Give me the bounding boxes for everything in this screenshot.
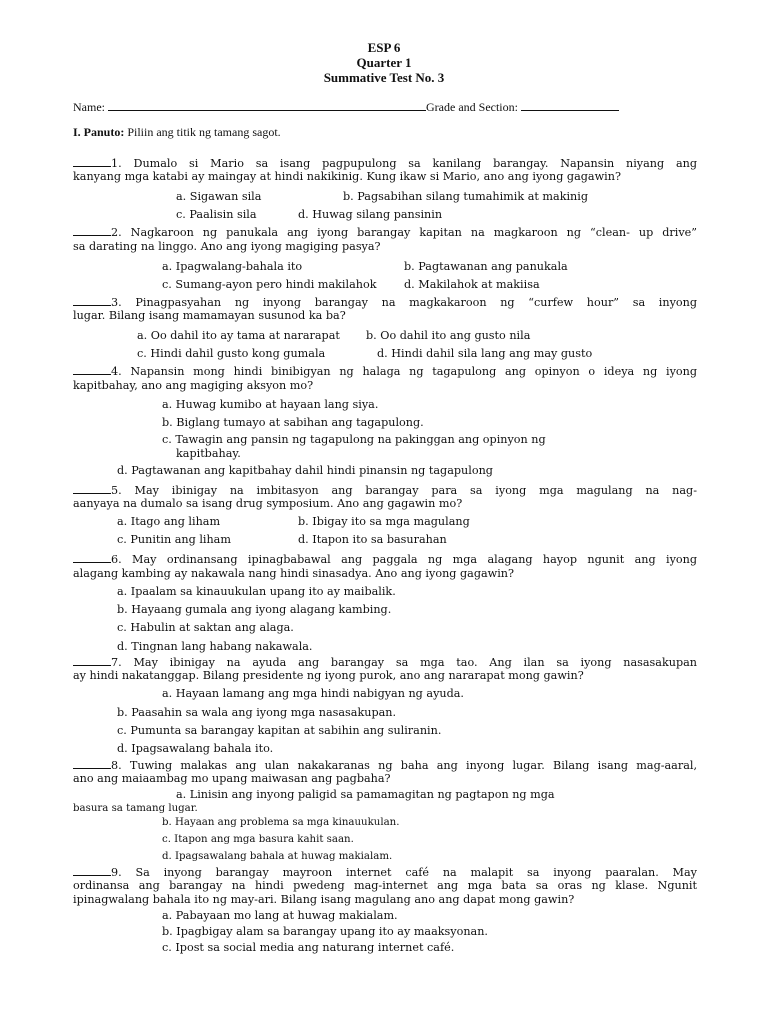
question-8-choice-a-line-1: a. Linisin ang inyong paligid sa pamamagitan ng pagtapon ng mga — [176, 788, 555, 801]
name-grade-row — [73, 100, 619, 114]
grade-section-label: Grade and Section: — [426, 100, 518, 114]
question-5-choice-d: d. Itapon ito sa basurahan — [298, 533, 447, 546]
question-6-choice-b: b. Hayaang gumala ang iyong alagang kambing. — [117, 603, 392, 616]
question-4-choice-b: b. Biglang tumayo at sabihan ang tagapulong. — [162, 416, 424, 429]
answer-blank-3[interactable] — [73, 295, 111, 306]
question-5-choice-b: b. Ibigay ito sa mga magulang — [298, 515, 470, 528]
question-7-stem-line-1: 7. May ibinigay na ayuda ang barangay sa mga tao. Ang ilan sa iyong nasasakupan — [73, 655, 697, 670]
question-8-stem-line-1: 8. Tuwing malakas ang ulan nakakaranas ng baha ang inyong lugar. Bilang isang mag-aaral, — [73, 758, 697, 773]
question-9-choice-a: a. Pabayaan mo lang at huwag makialam. — [162, 909, 398, 922]
question-8-choice-c: c. Itapon ang mga basura kahit saan. — [162, 834, 354, 845]
question-4-choice-a: a. Huwag kumibo at hayaan lang siya. — [162, 398, 379, 411]
question-4-stem-line-1: 4. Napansin mong hindi binibigyan ng halaga ng tagapulong ang opinyon o ideya ng iyong — [73, 364, 697, 379]
answer-blank-4[interactable] — [73, 364, 111, 375]
question-9-stem-line-1: 9. Sa inyong barangay mayroon internet café na malapit sa inyong paaralan. May — [73, 865, 697, 880]
answer-blank-8[interactable] — [73, 758, 111, 769]
question-8-stem-line-2: ano ang maiaambag mo upang maiwasan ang pagbaha? — [73, 772, 391, 785]
question-8-choice-a-line-2: basura sa tamang lugar. — [73, 803, 198, 814]
question-4-stem-line-2: kapitbahay, ano ang magiging aksyon mo? — [73, 379, 314, 392]
instructions-text: Piliin ang titik ng tamang sagot. — [127, 125, 281, 139]
quarter-title: Quarter 1 — [356, 55, 412, 70]
question-2-choice-c: c. Sumang-ayon pero hindi makilahok — [162, 278, 377, 291]
question-7-choice-c: c. Pumunta sa barangay kapitan at sabihin ang suliranin. — [117, 724, 442, 737]
question-3-choice-d: d. Hindi dahil sila lang ang may gusto — [377, 347, 593, 360]
question-7-stem-line-2: ay hindi nakatanggap. Bilang presidente ng iyong purok, ano ang nararapat mong gawin? — [73, 669, 584, 682]
question-6-stem-line-1: 6. May ordinansang ipinagbabawal ang paggala ng mga alagang hayop ngunit ang iyong — [73, 552, 697, 567]
question-3-stem-line-1: 3. Pinagpasyahan ng inyong barangay na magkakaroon ng “curfew hour” sa inyong — [73, 295, 697, 310]
question-3-choice-b: b. Oo dahil ito ang gusto nila — [366, 329, 531, 342]
question-5-choice-c: c. Punitin ang liham — [117, 533, 231, 546]
question-1-choice-c: c. Paalisin sila — [176, 208, 257, 221]
answer-blank-6[interactable] — [73, 552, 111, 563]
question-6-choice-a: a. Ipaalam sa kinauukulan upang ito ay maibalik. — [117, 585, 396, 598]
answer-blank-9[interactable] — [73, 865, 111, 876]
question-4-choice-c-line-2: kapitbahay. — [176, 447, 241, 460]
question-7-choice-a: a. Hayaan lamang ang mga hindi nabigyan ng ayuda. — [162, 687, 464, 700]
question-1-choice-b: b. Pagsabihan silang tumahimik at makinig — [343, 190, 588, 203]
name-label: Name: — [73, 100, 105, 114]
question-8-choice-b: b. Hayaan ang problema sa mga kinauukulan. — [162, 817, 400, 828]
question-9-stem-line-2: ordinansa ang barangay na hindi pwedeng mag-internet ang mga bata sa oras ng klase. Ngunit — [73, 879, 697, 892]
answer-blank-2[interactable] — [73, 225, 111, 236]
question-9-stem-line-3: ipinagwalang bahala ito ng may-ari. Bilang isang magulang ano ang dapat mong gawin? — [73, 893, 575, 906]
question-4-choice-c-line-1: c. Tawagin ang pansin ng tagapulong na pakinggan ang opinyon ng — [162, 433, 546, 446]
question-1-choice-d: d. Huwag silang pansinin — [298, 208, 443, 221]
question-5-stem-line-1: 5. May ibinigay na imbitasyon ang barangay para sa iyong mga magulang na nag- — [73, 483, 697, 498]
question-2-stem-line-2: sa darating na linggo. Ano ang iyong magiging pasya? — [73, 240, 381, 253]
answer-blank-5[interactable] — [73, 483, 111, 494]
question-7-choice-d: d. Ipagsawalang bahala ito. — [117, 742, 274, 755]
question-4-choice-d: d. Pagtawanan ang kapitbahay dahil hindi pinansin ng tagapulong — [117, 464, 493, 477]
question-1-stem-line-1: 1. Dumalo si Mario sa isang pagpupulong sa kanilang barangay. Napansin niyang ang — [73, 156, 697, 171]
question-3-stem-line-2: lugar. Bilang isang mamamayan susunod ka ba? — [73, 309, 346, 322]
subject-title: ESP 6 — [367, 40, 401, 55]
question-1-choice-a: a. Sigawan sila — [176, 190, 262, 203]
question-5-stem-line-2: aanyaya na dumalo sa isang drug symposium. Ano ang gagawin mo? — [73, 497, 463, 510]
question-2-choice-d: d. Makilahok at makiisa — [404, 278, 540, 291]
answer-blank-7[interactable] — [73, 655, 111, 666]
question-6-stem-line-2: alagang kambing ay nakawala nang hindi sinasadya. Ano ang iyong gagawin? — [73, 567, 515, 580]
question-6-choice-c: c. Habulin at saktan ang alaga. — [117, 621, 294, 634]
name-field[interactable] — [108, 100, 426, 111]
instructions-label: I. Panuto: — [73, 125, 125, 139]
question-5-choice-a: a. Itago ang liham — [117, 515, 221, 528]
test-title: Summative Test No. 3 — [323, 70, 445, 85]
instructions — [73, 125, 281, 139]
question-9-choice-b: b. Ipagbigay alam sa barangay upang ito ay maaksyonan. — [162, 925, 488, 938]
question-1-stem-line-2: kanyang mga katabi ay maingay at hindi nakikinig. Kung ikaw si Mario, ano ang iyong gagawin? — [73, 170, 621, 183]
question-9-choice-c: c. Ipost sa social media ang naturang internet café. — [162, 941, 455, 954]
question-2-stem-line-1: 2. Nagkaroon ng panukala ang iyong barangay kapitan na magkaroon ng “clean- up drive” — [73, 225, 697, 240]
question-2-choice-a: a. Ipagwalang-bahala ito — [162, 260, 303, 273]
question-8-choice-d: d. Ipagsawalang bahala at huwag makialam. — [162, 851, 393, 862]
question-3-choice-c: c. Hindi dahil gusto kong gumala — [137, 347, 326, 360]
question-3-choice-a: a. Oo dahil ito ay tama at nararapat — [137, 329, 340, 342]
question-7-choice-b: b. Paasahin sa wala ang iyong mga nasasakupan. — [117, 706, 397, 719]
question-2-choice-b: b. Pagtawanan ang panukala — [404, 260, 568, 273]
answer-blank-1[interactable] — [73, 156, 111, 167]
grade-section-field[interactable] — [521, 100, 619, 111]
question-6-choice-d: d. Tingnan lang habang nakawala. — [117, 640, 313, 653]
